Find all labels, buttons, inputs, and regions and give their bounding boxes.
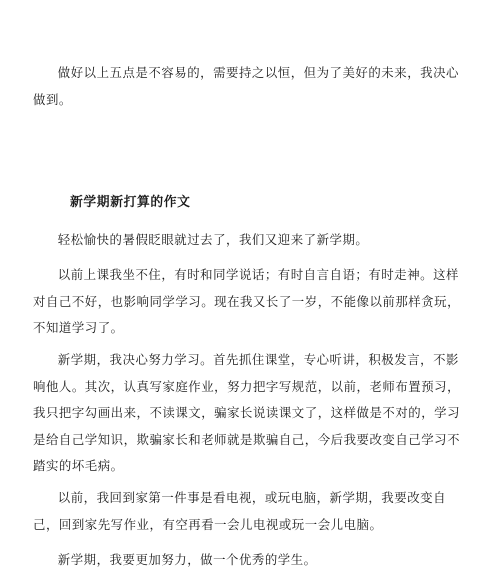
essay-paragraph-1: 轻松愉快的暑假眨眼就过去了，我们又迎来了新学期。 [57,232,369,247]
essay-paragraph-5: 新学期，我要更加努力，做一个优秀的学生。 [57,552,317,567]
essay-paragraph-2: 以前上课我坐不住，有时和同学说话；有时自言自语；有时走神。这样对自己不好，也影响同学学习。现在我又长了一岁，不能像以前那样贪玩，不知道学习了。 [33,267,461,335]
essay-paragraph-3: 新学期，我决心努力学习。首先抓住课堂，专心听讲，积极发言，不影响他人。其次，认真写家庭作业，努力把字写规范，以前，老师布置预习，我只把字勾画出来，不读课文，骗家长说读课文了，这样做是不对的，学习是给自己学知识，欺骗家长和老师就是欺骗自己，今后我要改变自己学习不踏实的坏毛病。 [33,352,461,473]
essay-paragraph-4: 以前，我回到家第一件事是看电视，或玩电脑，新学期，我要改变自己，回到家先写作业，有空再看一会儿电视或玩一会儿电脑。 [33,490,447,532]
essay-title: 新学期新打算的作文 [70,195,191,210]
intro-paragraph: 做好以上五点是不容易的，需要持之以恒，但为了美好的未来，我决心做到。 [33,65,459,107]
